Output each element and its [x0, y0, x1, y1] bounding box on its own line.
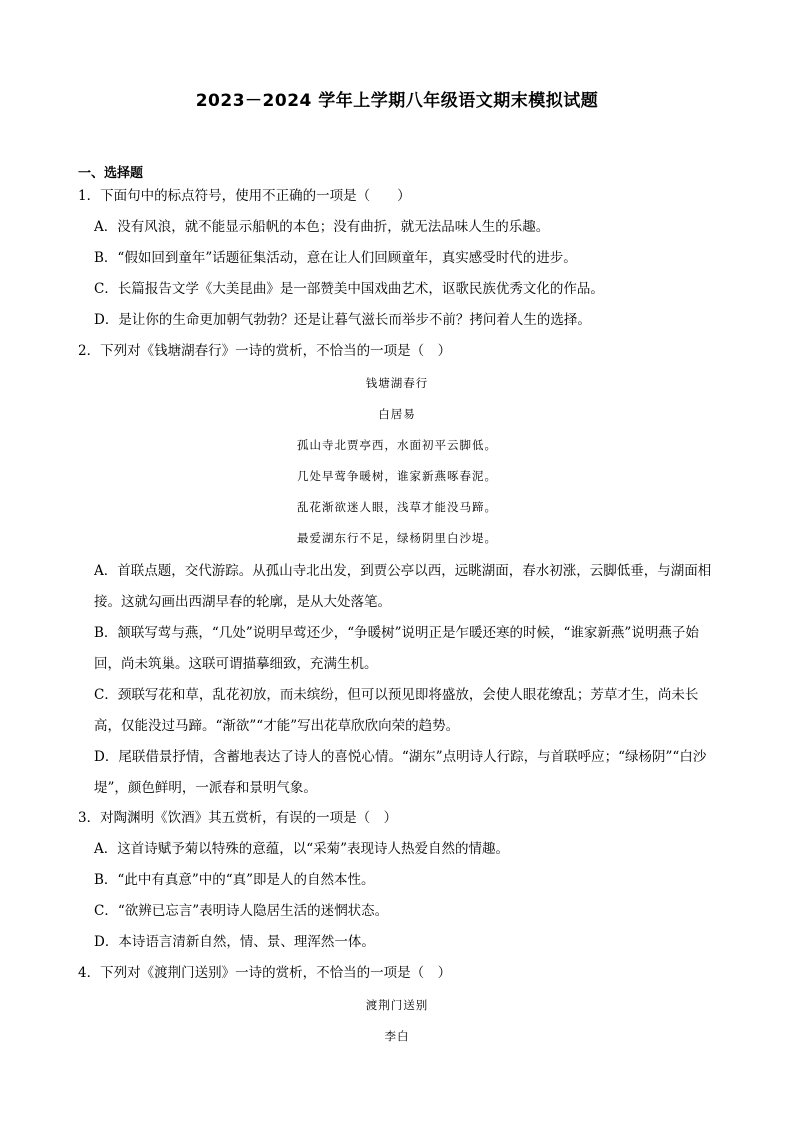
question-2-option-d: D．尾联借景抒情，含蓄地表达了诗人的喜悦心情。“湖东”点明诗人行踪，与首联呼应；“绿杨阴”“白沙堤”，颜色鲜明，一派春和景明气象。	[94, 749, 707, 796]
question-3-option-b: B．“此中有真意”中的“真”即是人的自然本性。	[94, 872, 375, 888]
question-1-option-a: A．没有风浪，就不能显示船帆的本色；没有曲折，就无法品味人生的乐趣。	[94, 219, 550, 235]
poem-line: 孤山寺北贾亭西，水面初平云脚低。	[297, 438, 497, 452]
poem-line: 最爱湖东行不足，绿杨阴里白沙堤。	[297, 531, 497, 545]
question-1-option-b: B．“假如回到童年”话题征集活动，意在让人们回顾童年，真实感受时代的进步。	[94, 250, 577, 266]
poem-author: 白居易	[378, 407, 416, 421]
question-2-option-c: C．颈联写花和草，乱花初放，而未缤纷，但可以预见即将盛放，会使人眼花缭乱；芳草才生，尚未长高，仅能没过马蹄。“渐欲”“才能”写出花草欣欣向荣的趋势。	[94, 687, 699, 734]
poem-line: 乱花渐欲迷人眼，浅草才能没马蹄。	[297, 500, 497, 514]
question-2-stem: 2．下列对《钱塘湖春行》一诗的赏析，不恰当的一项是（ ）	[78, 343, 452, 359]
question-3-option-d: D．本诗语言清新自然，情、景、理浑然一体。	[94, 934, 375, 950]
section-heading-choice: 一、选择题	[78, 166, 144, 181]
question-3-option-a: A．这首诗赋予菊以特殊的意蕴，以“采菊”表现诗人热爱自然的情趣。	[94, 841, 510, 857]
page-title: 2023－2024 学年上学期八年级语文期末模拟试题	[195, 91, 599, 111]
poem-title: 钱塘湖春行	[365, 376, 429, 390]
question-4-stem: 4．下列对《渡荆门送别》一诗的赏析，不恰当的一项是（ ）	[78, 965, 452, 981]
question-1-option-c: C．长篇报告文学《大美昆曲》是一部赞美中国戏曲艺术，讴歌民族优秀文化的作品。	[94, 281, 604, 297]
poem-line: 几处早莺争暖树，谁家新燕啄春泥。	[297, 469, 497, 483]
question-1-option-d: D．是让你的生命更加朝气勃勃？还是让暮气滋长而举步不前？拷问着人生的选择。	[94, 312, 591, 328]
poem-author: 李白	[384, 1029, 410, 1043]
question-1-stem: 1．下面句中的标点符号，使用不正确的一项是（ ）	[78, 188, 411, 204]
poem-title: 渡荆门送别	[365, 998, 429, 1012]
question-2-option-b: B．颔联写莺与燕，“几处”说明早莺还少，“争暖树”说明正是乍暖还寒的时候，“谁家新燕”说明燕子始回，尚未筑巢。这联可谓描摹细致，充满生机。	[94, 625, 699, 672]
question-3-option-c: C．“欲辨已忘言”表明诗人隐居生活的迷惘状态。	[94, 903, 389, 919]
question-2-option-a: A．首联点题，交代游踪。从孤山寺北出发，到贾公亭以西，远眺湖面，春水初涨，云脚低垂，与湖面相接。这就勾画出西湖早春的轮廓，是从大处落笔。	[94, 563, 712, 610]
question-3-stem: 3．对陶渊明《饮酒》其五赏析，有误的一项是（ ）	[78, 810, 398, 826]
